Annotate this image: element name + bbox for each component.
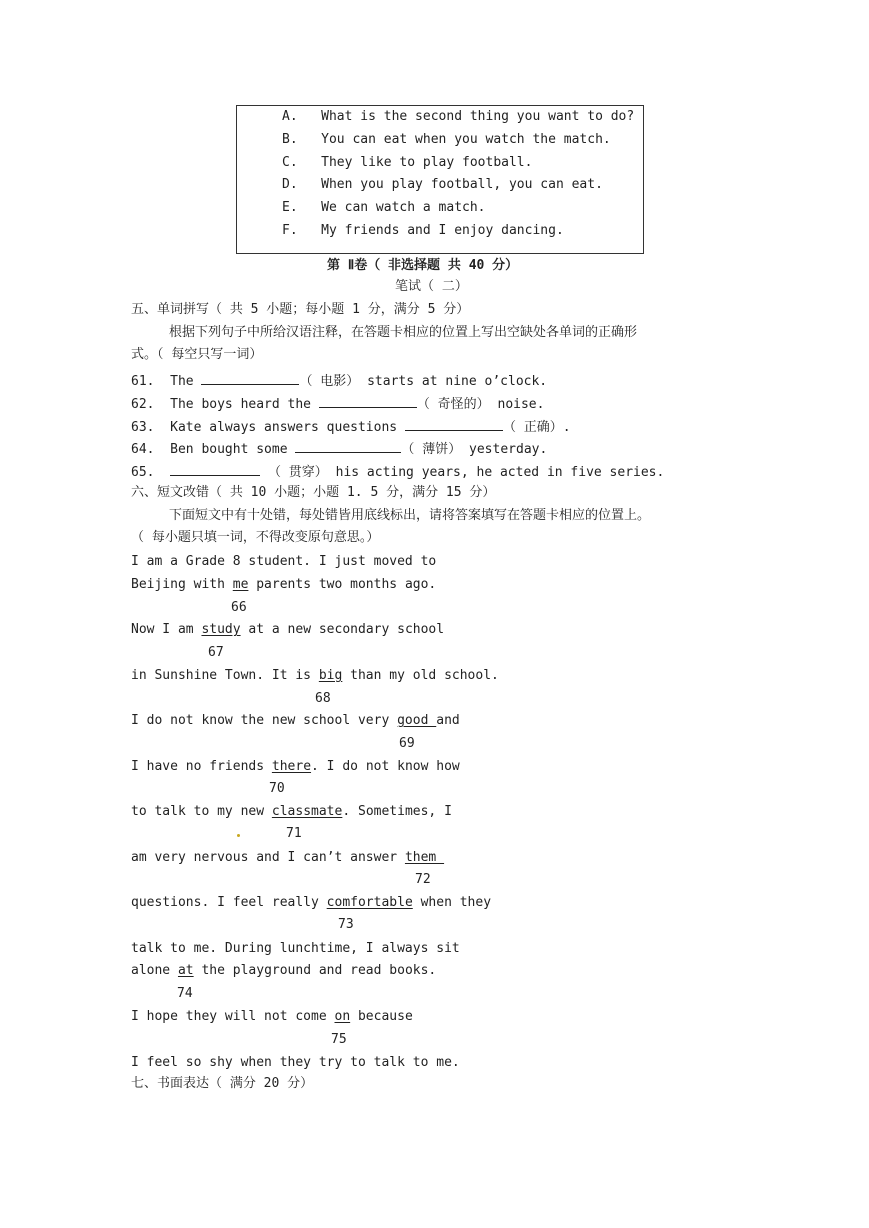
error-73: comfortable [326,895,413,910]
error-number-67: 67 [208,645,224,660]
passage-line-7: to talk to my new classmate. Sometimes, I [131,804,452,819]
error-70: there [271,759,312,774]
passage-line-2: Beijing with me parents two months ago. [131,577,437,592]
error-69: good [397,713,437,728]
passage-line-1: I am a Grade 8 student. I just moved to [131,554,437,569]
passage-line-3: Now I am study at a new secondary school [131,622,445,637]
part2-subtitle: 笔试（ 二） [395,279,468,294]
question-65: 65. （ 贯穿） his acting years, he acted in five series. [131,465,665,480]
section6-instruction-2: （ 每小题只填一词，不得改变原句意思。） [131,530,380,545]
error-number-71: 71 [286,826,302,841]
passage-line-10: talk to me. During lunchtime, I always sit [131,941,460,956]
error-66: me [232,577,249,592]
answer-blank-61[interactable] [201,372,299,385]
option-e: E. We can watch a match. [282,200,486,215]
error-number-73: 73 [338,917,354,932]
passage-line-4: in Sunshine Town. It is big than my old school. [131,668,499,683]
passage-line-6: I have no friends there. I do not know how [131,759,460,774]
error-68: big [318,668,343,683]
passage-line-8: am very nervous and I can’t answer them [131,850,445,865]
option-f: F. My friends and I enjoy dancing. [282,223,564,238]
section6-heading: 六、短文改错（ 共 10 小题；小题 1. 5 分，满分 15 分） [131,485,496,500]
answer-blank-64[interactable] [295,440,401,453]
error-74: at [177,963,194,978]
section5-heading: 五、单词拼写（ 共 5 小题；每小题 1 分，满分 5 分） [131,302,470,317]
error-75: on [334,1009,351,1024]
passage-line-13: I feel so shy when they try to talk to me. [131,1055,460,1070]
option-b: B. You can eat when you watch the match. [282,132,611,147]
question-61: 61. The （ 电影） starts at nine o’clock. [131,374,548,389]
passage-line-5: I do not know the new school very good and [131,713,460,728]
section5-instruction-2: 式。（ 每空只写一词） [131,347,263,362]
section6-instruction-1: 下面短文中有十处错，每处错皆用底线标出，请将答案填写在答题卡相应的位置上。 [169,508,651,523]
error-number-74: 74 [177,986,193,1001]
error-number-72: 72 [415,872,431,887]
stray-dot [237,834,240,837]
part2-title: 第 Ⅱ卷（ 非选择题 共 40 分） [327,258,519,273]
section5-instruction-1: 根据下列句子中所给汉语注释，在答题卡相应的位置上写出空缺处各单词的正确形 [169,325,638,340]
section7-heading: 七、书面表达（ 满分 20 分） [131,1076,314,1091]
passage-line-11: alone at the playground and read books. [131,963,437,978]
answer-blank-62[interactable] [319,395,417,408]
error-67: study [201,622,241,637]
option-c: C. They like to play football. [282,155,533,170]
error-71: classmate [271,804,343,819]
error-number-66: 66 [231,600,247,615]
error-number-68: 68 [315,691,331,706]
option-d: D. When you play football, you can eat. [282,177,603,192]
error-number-70: 70 [269,781,285,796]
error-number-75: 75 [331,1032,347,1047]
question-62: 62. The boys heard the （ 奇怪的） noise. [131,397,545,412]
error-72: them [404,850,445,865]
error-number-69: 69 [399,736,415,751]
answer-blank-65[interactable] [170,463,260,476]
option-a: A. What is the second thing you want to do? [282,109,635,124]
answer-blank-63[interactable] [405,418,503,431]
question-63: 63. Kate always answers questions （ 正确）. [131,420,571,435]
question-64: 64. Ben bought some （ 薄饼） yesterday. [131,442,548,457]
passage-line-9: questions. I feel really comfortable when they [131,895,492,910]
passage-line-12: I hope they will not come on because [131,1009,413,1024]
